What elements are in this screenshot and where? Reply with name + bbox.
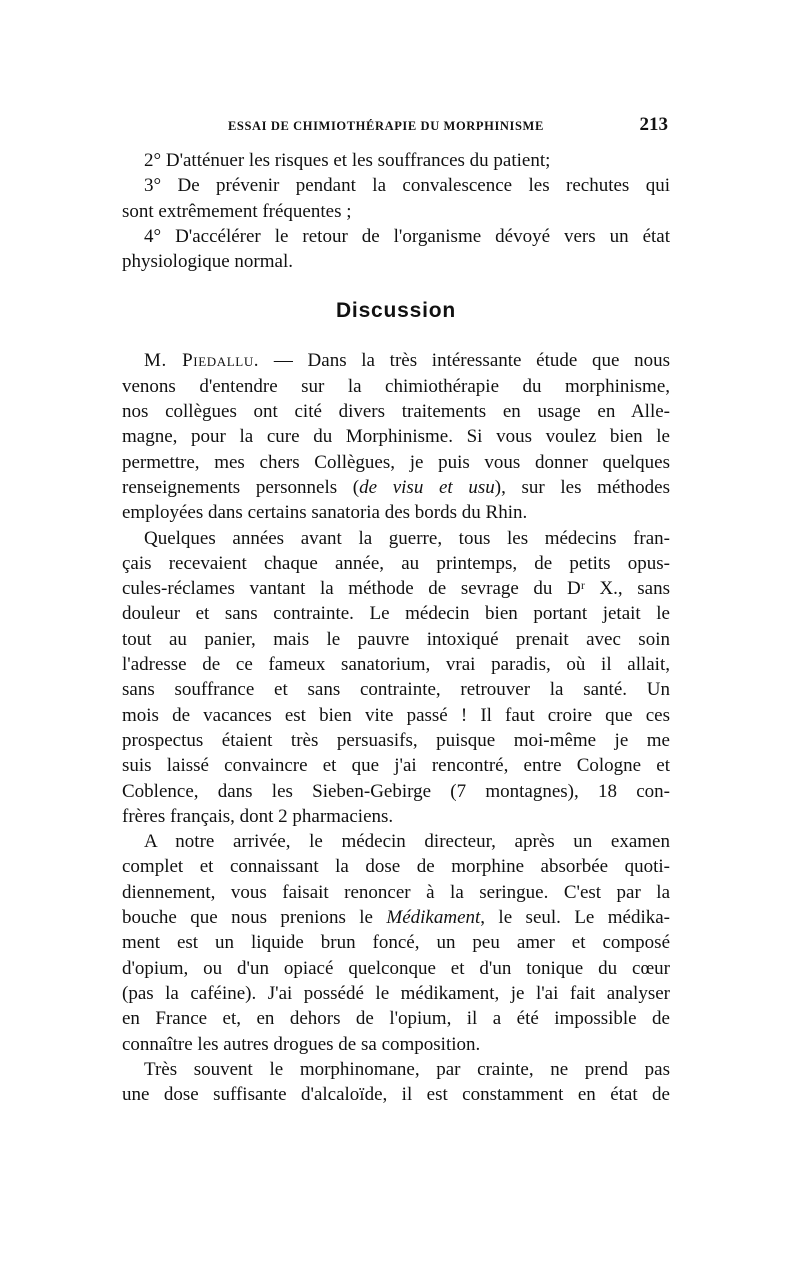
paragraph-line: Quelques années avant la guerre, tous les médecins fran- bbox=[144, 527, 670, 549]
paragraph-line bbox=[122, 475, 670, 500]
paragraph-line: diennement, vous faisait renoncer à la seringue. C'est par la bbox=[122, 881, 670, 903]
paragraph-text: ), sur les méthodes bbox=[494, 476, 670, 498]
paragraph-line: prospectus étaient très persuasifs, puisque moi-même je me bbox=[122, 729, 670, 751]
paragraph-line: tout au panier, mais le pauvre intoxiqué prenait avec soin bbox=[122, 628, 670, 650]
paragraph-line bbox=[122, 348, 670, 373]
paragraph-text: , le seul. Le médika- bbox=[480, 907, 671, 929]
running-title: ESSAI DE CHIMIOTHÉRAPIE DU MORPHINISME bbox=[228, 119, 544, 133]
paragraph-line: sans souffrance et sans contrainte, retrouver la santé. Un bbox=[122, 679, 670, 701]
page-number: 213 bbox=[639, 114, 668, 135]
paragraph-line: permettre, mes chers Collègues, je puis vous donner quelques bbox=[122, 451, 670, 473]
list-item-line: sont extrêmement fréquentes ; bbox=[122, 200, 352, 222]
paragraph-line: (pas la caféine). J'ai possédé le médikament, je l'ai fait analyser bbox=[122, 982, 670, 1004]
paragraph-line: mois de vacances est bien vite passé ! Il faut croire que ces bbox=[122, 704, 670, 726]
paragraph-text: renseignements personnels ( bbox=[122, 476, 360, 498]
paragraph-line: cules-réclames vantant la méthode de sevrage du Dʳ X., sans bbox=[122, 578, 670, 600]
section-heading: Discussion bbox=[335, 299, 457, 323]
paragraph-line: frères français, dont 2 pharmaciens. bbox=[122, 805, 394, 827]
list-item-line: physiologique normal. bbox=[122, 251, 293, 273]
paragraph-line: l'adresse de ce fameux sanatorium, vrai paradis, où il allait, bbox=[122, 654, 670, 676]
paragraph-line: complet et connaissant la dose de morphine absorbée quoti- bbox=[122, 856, 670, 878]
paragraph-line: Coblence, dans les Sieben-Gebirge (7 montagnes), 18 con- bbox=[122, 780, 670, 802]
italic-word: Médikament bbox=[386, 907, 481, 929]
paragraph-line: magne, pour la cure du Morphinisme. Si vous voulez bien le bbox=[122, 426, 670, 448]
speaker-name: M. Piedallu. bbox=[144, 350, 260, 372]
paragraph-line: Très souvent le morphinomane, par crainte, ne prend pas bbox=[144, 1058, 670, 1080]
italic-phrase: de visu et usu bbox=[359, 476, 495, 498]
paragraph-line: en France et, en dehors de l'opium, il a été impossible de bbox=[122, 1008, 670, 1030]
paragraph-line: suis laissé convaincre et que j'ai rencontré, entre Cologne et bbox=[122, 755, 670, 777]
list-item-line: 3° De prévenir pendant la convalescence les rechutes qui bbox=[144, 175, 670, 197]
page-body bbox=[122, 148, 670, 1107]
paragraph-line bbox=[122, 905, 670, 930]
paragraph-line: une dose suffisante d'alcaloïde, il est constamment en état de bbox=[122, 1084, 670, 1106]
running-header bbox=[190, 116, 668, 140]
paragraph-line: venons d'entendre sur la chimiothérapie du morphinisme, bbox=[122, 375, 670, 397]
paragraph-text: — Dans la très intéressante étude que nous bbox=[259, 350, 670, 372]
paragraph-line: employées dans certains sanatoria des bords du Rhin. bbox=[122, 502, 528, 524]
paragraph-line: çais recevaient chaque année, au printemps, de petits opus- bbox=[122, 552, 670, 574]
paragraph-line: d'opium, ou d'un opiacé quelconque et d'un tonique du cœur bbox=[122, 957, 670, 979]
paragraph-line: ment est un liquide brun foncé, un peu amer et composé bbox=[122, 932, 670, 954]
list-item: 2° D'atténuer les risques et les souffrances du patient; bbox=[144, 150, 551, 171]
paragraph-line: A notre arrivée, le médecin directeur, après un examen bbox=[144, 831, 670, 853]
paragraph-line: connaître les autres drogues de sa composition. bbox=[122, 1033, 481, 1055]
list-item-line: 4° D'accélérer le retour de l'organisme dévoyé vers un état bbox=[144, 225, 670, 247]
paragraph-line: nos collègues ont cité divers traitements en usage en Alle- bbox=[122, 401, 670, 423]
paragraph-text: bouche que nous prenions le bbox=[122, 907, 387, 929]
paragraph-line: douleur et sans contrainte. Le médecin bien portant jetait le bbox=[122, 603, 670, 625]
